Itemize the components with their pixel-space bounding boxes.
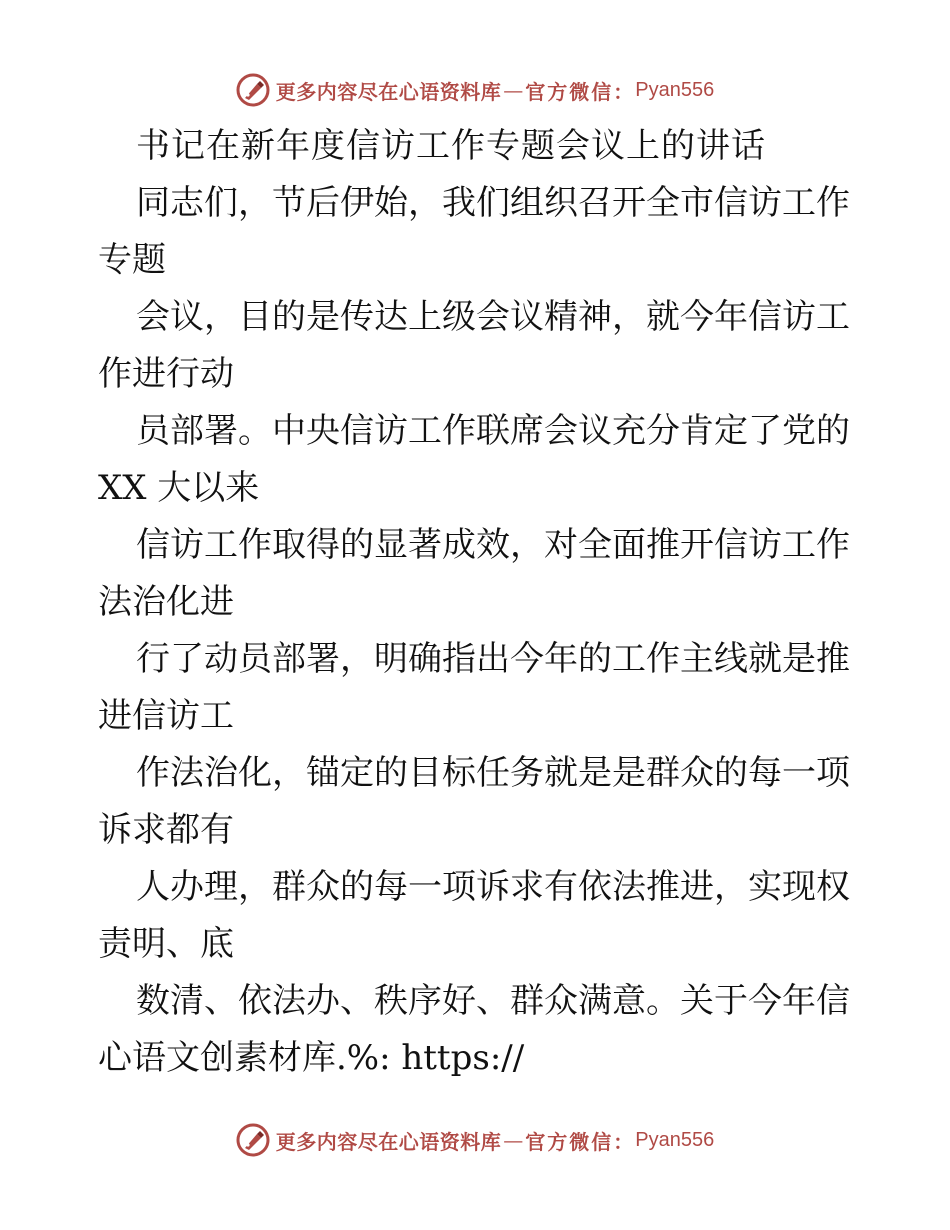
text-line: 专题 [98, 240, 166, 280]
text-line: 数清、依法办、秩序好、群众满意。关于今年信 [136, 981, 850, 1021]
watermark-separator: — [503, 78, 524, 102]
text-line: 人办理，群众的每一项诉求有依法推进，实现权 [136, 867, 850, 907]
text-line: 行了动员部署，明确指出今年的工作主线就是推 [136, 639, 850, 679]
watermark-separator: — [503, 1128, 524, 1152]
watermark-brand: 更多内容尽在心语资料库 [275, 79, 502, 104]
watermark-wechat-id: Pyan556 [635, 78, 715, 101]
document-body [98, 118, 858, 1087]
text-line: 信访工作取得的显著成效，对全面推开信访工作 [136, 525, 850, 565]
watermark-wechat-id: Pyan556 [635, 1128, 715, 1151]
text-line: 进信访工 [98, 696, 234, 736]
text-line: 会议，目的是传达上级会议精神，就今年信访工 [136, 297, 850, 337]
text-line: 责明、底 [98, 924, 234, 964]
text-line: 心语文创素材库.%: https:// [98, 1038, 525, 1078]
document-title: 书记在新年度信访工作专题会议上的讲话 [136, 126, 766, 166]
text-line: 作进行动 [98, 354, 234, 394]
watermark-brand: 更多内容尽在心语资料库 [275, 1129, 502, 1154]
watermark-official: 官方微信： [525, 79, 636, 104]
text-line: 诉求都有 [98, 810, 234, 850]
text-line: XX 大以来 [98, 468, 260, 508]
text-line: 员部署。中央信访工作联席会议充分肯定了党的 [136, 411, 850, 451]
watermark-official: 官方微信： [525, 1129, 636, 1154]
header-watermark [0, 70, 950, 110]
text-line: 作法治化，锚定的目标任务就是是群众的每一项 [136, 753, 850, 793]
text-line: 法治化进 [98, 582, 234, 622]
footer-watermark [0, 1120, 950, 1160]
pen-logo-icon [236, 73, 270, 107]
text-line: 同志们，节后伊始，我们组织召开全市信访工作 [136, 183, 850, 223]
pen-logo-icon [236, 1123, 270, 1157]
